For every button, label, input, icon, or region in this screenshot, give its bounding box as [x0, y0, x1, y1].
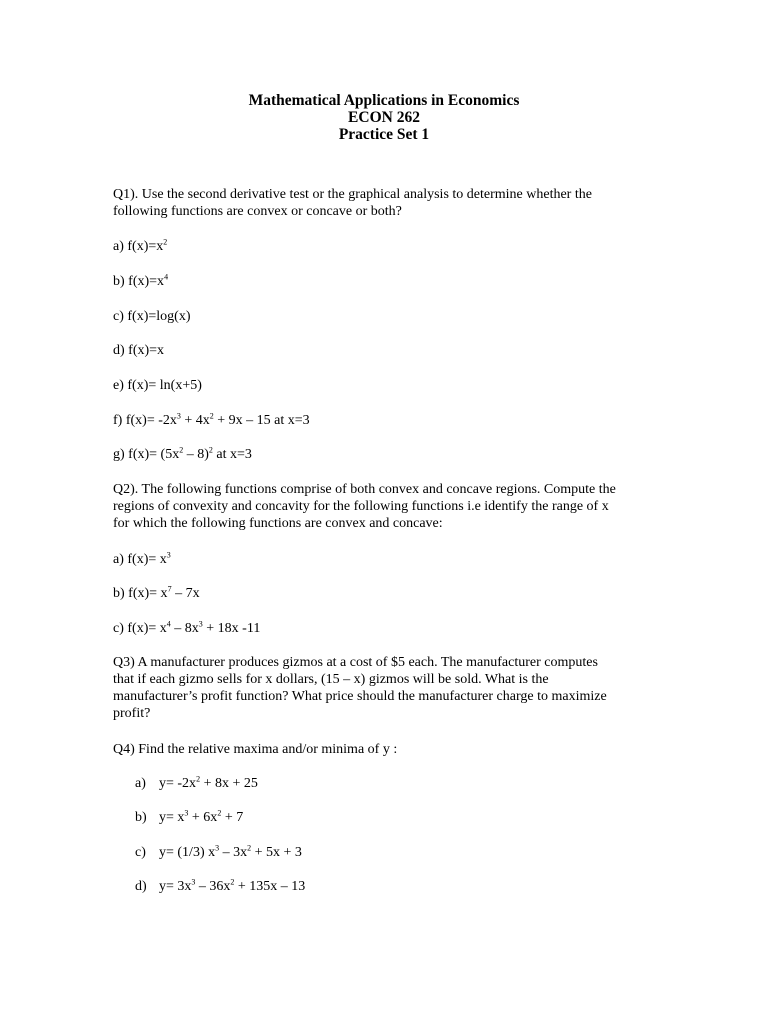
q4-item-c-text3: + 5x + 3: [251, 845, 302, 860]
q1-item-g-text2: – 8): [183, 447, 209, 462]
q2-item-c: [113, 620, 260, 637]
q1-item-a: [113, 238, 167, 255]
q4-item-d-text1: y= 3x: [159, 879, 192, 894]
q1-item-e-label: e): [113, 378, 124, 393]
q4-item-d-exp1: 3: [191, 877, 196, 887]
q4-item-b-exp1: 3: [184, 808, 189, 818]
q4-item-c-label: c): [135, 845, 146, 860]
title-set-name: Practice Set 1: [338, 126, 430, 143]
q2-prompt: Q2). The following functions comprise of both convex and concave regions. Compute the regions of convexity and concavity for the following functions i.e identify the range of x for which the following functions are convex and concave:: [113, 482, 616, 531]
q1-item-c: [113, 308, 191, 325]
q2-item-c-text3: + 18x -11: [202, 621, 261, 636]
q3-prompt: Q3) A manufacturer produces gizmos at a cost of $5 each. The manufacturer computes that if each gizmo sells for x dollars, (15 – x) gizmos will be sold. What is the manufacturer’s profit function? What price should the manufacturer charge to maximize profit?: [113, 655, 607, 721]
q4-item-c-exp1: 3: [215, 843, 220, 853]
q2-item-a-text1: f(x)= x: [127, 552, 167, 567]
q1-item-g-text3: at x=3: [212, 447, 252, 462]
q1-item-b-label: b): [113, 274, 125, 289]
q1-item-f-label: f): [113, 413, 123, 428]
q2-item-b-exp1: 7: [167, 584, 172, 594]
q1-item-g-exp1: 2: [179, 445, 184, 455]
q1-item-d-label: d): [113, 343, 125, 358]
q1-item-a-text: f(x)=x: [127, 239, 164, 254]
q2-item-c-exp1: 4: [166, 619, 171, 629]
q4-prompt: Q4) Find the relative maxima and/or minima of y :: [113, 742, 398, 757]
q4-item-a-text2: + 8x + 25: [200, 776, 258, 791]
q1-prompt: Q1). Use the second derivative test or the graphical analysis to determine whether the following functions are convex or concave or both?: [113, 187, 592, 219]
q4-item-d-exp2: 2: [230, 877, 235, 887]
q4-item-d: [135, 878, 305, 895]
q1-item-a-label: a): [113, 239, 124, 254]
q2-item-c-text2: – 8x: [170, 621, 199, 636]
q4-item-d-text3: + 135x – 13: [234, 879, 306, 894]
q2-item-c-text1: f(x)= x: [127, 621, 167, 636]
q1-item-e: [113, 377, 202, 394]
q4-item-b: [135, 809, 243, 826]
q2-item-a: [113, 551, 171, 568]
q1-item-c-label: c): [113, 309, 124, 324]
q1-item-f-text1: f(x)= -2x: [125, 413, 177, 428]
q1-item-d: [113, 342, 164, 359]
q1-item-f: [113, 412, 310, 429]
q4-item-b-exp2: 2: [217, 808, 222, 818]
q1-item-g: [113, 446, 252, 463]
q4-item-b-text3: + 7: [221, 810, 244, 825]
q1-item-b-text: f(x)=x: [128, 274, 165, 289]
q4-item-c: [135, 844, 302, 861]
q4-item-b-label: b): [135, 810, 147, 825]
q1-item-g-text1: f(x)= (5x: [128, 447, 180, 462]
q1-item-b: [113, 273, 168, 290]
title-course-name: Mathematical Applications in Economics: [248, 92, 520, 109]
q2-item-b-text2: – 7x: [171, 586, 200, 601]
q1-item-b-exp: 4: [164, 272, 169, 282]
q1-item-d-text: f(x)=x: [128, 343, 165, 358]
q1-item-f-text3: + 9x – 15 at x=3: [213, 413, 310, 428]
q1-item-g-label: g): [113, 447, 125, 462]
q4-item-a: [135, 775, 258, 792]
q4-item-b-text2: + 6x: [188, 810, 218, 825]
q4-item-d-label: d): [135, 879, 147, 894]
q2-item-b-label: b): [113, 586, 125, 601]
q4-item-c-exp2: 2: [247, 843, 252, 853]
q1-item-f-exp1: 3: [176, 411, 181, 421]
q1-item-f-exp2: 2: [209, 411, 214, 421]
q2-item-c-label: c): [113, 621, 124, 636]
title-course-code: ECON 262: [348, 109, 420, 126]
q1-item-e-text: f(x)= ln(x+5): [127, 378, 202, 393]
document-title: [0, 92, 768, 143]
q2-item-c-exp2: 3: [198, 619, 203, 629]
q4-item-a-text1: y= -2x: [159, 776, 197, 791]
q1-item-a-exp: 2: [163, 237, 168, 247]
q4-item-b-text1: y= x: [159, 810, 185, 825]
q4-item-a-exp1: 2: [196, 774, 201, 784]
q4-item-c-text2: – 3x: [219, 845, 248, 860]
q1-item-g-exp2: 2: [208, 445, 213, 455]
q4-item-d-text2: – 36x: [195, 879, 231, 894]
q2-item-b-text1: f(x)= x: [128, 586, 168, 601]
q1-item-c-text: f(x)=log(x): [127, 309, 191, 324]
q2-item-a-exp1: 3: [166, 550, 171, 560]
q2-item-a-label: a): [113, 552, 124, 567]
q4-item-a-label: a): [135, 776, 146, 791]
q2-item-b: [113, 585, 200, 602]
q1-item-f-text2: + 4x: [180, 413, 210, 428]
q4-item-c-text1: y= (1/3) x: [159, 845, 216, 860]
